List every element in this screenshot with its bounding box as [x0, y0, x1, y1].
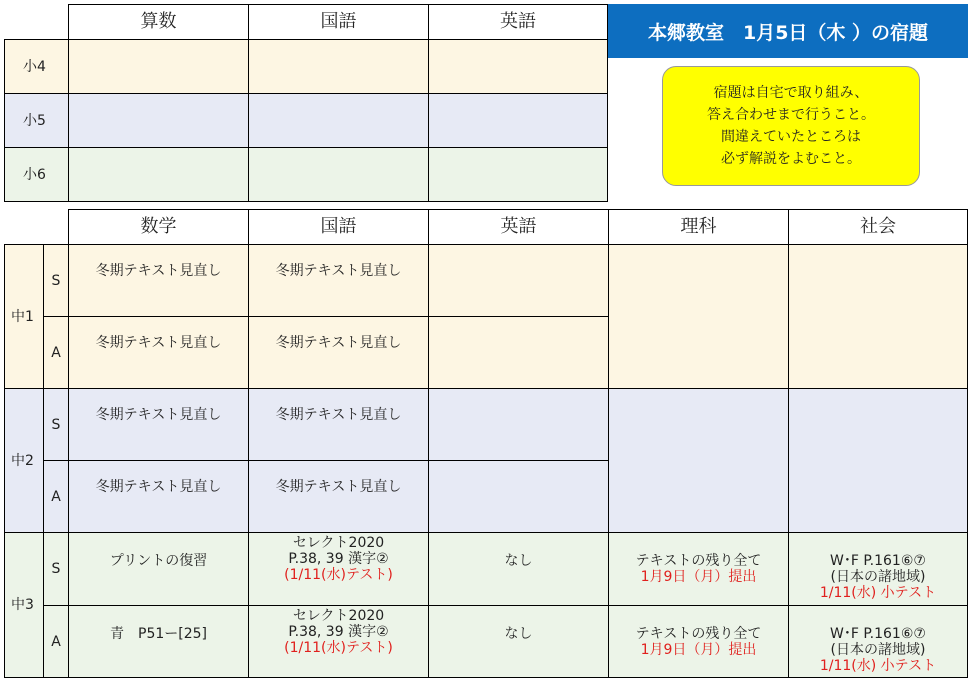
cell-sho6-sansu — [68, 147, 249, 202]
class-a: A — [43, 316, 69, 389]
cell-chu2-soc — [788, 388, 968, 533]
cell-sho5-sansu — [68, 93, 249, 148]
cell-sho6-kokugo — [248, 147, 429, 202]
cell-sho4-eigo — [428, 39, 608, 94]
cell-chu3-s-math: プリントの復習 — [68, 532, 249, 606]
cell-chu3-s-sci — [608, 532, 789, 606]
cell-chu1-s-math: 冬期テキスト見直し — [68, 244, 249, 317]
cell-chu2-a-jp: 冬期テキスト見直し — [248, 460, 429, 533]
cell-chu3-s-jp — [248, 532, 429, 606]
header-eigo: 英語 — [428, 209, 609, 245]
cell-chu2-a-en — [428, 460, 609, 533]
grade-chu1: 中1 — [4, 244, 44, 389]
grade-sho5: 小5 — [4, 93, 69, 148]
cell-chu1-a-jp: 冬期テキスト見直し — [248, 316, 429, 389]
sci-deadline: 1月9日（月）提出 — [640, 569, 757, 585]
cell-sho4-sansu — [68, 39, 249, 94]
header-sansu: 算数 — [68, 4, 249, 40]
soc-line-2: (日本の諸地域) — [830, 569, 926, 585]
soc-line-1: W･F P.161⑥⑦ — [830, 626, 926, 642]
jp-line-2: P.38, 39 漢字② — [288, 624, 389, 640]
header-eigo: 英語 — [428, 4, 608, 40]
cell-chu2-a-math: 冬期テキスト見直し — [68, 460, 249, 533]
cell-chu1-s-en — [428, 244, 609, 317]
note-line: 宿題は自宅で取り組み、 — [713, 85, 869, 101]
note-line: 答え合わせまで行うこと。 — [707, 107, 875, 123]
grade-chu2: 中2 — [4, 388, 44, 533]
cell-chu3-a-math: 青 P51ー[25] — [68, 605, 249, 678]
cell-chu2-s-jp: 冬期テキスト見直し — [248, 388, 429, 461]
cell-sho5-kokugo — [248, 93, 429, 148]
grade-sho6: 小6 — [4, 147, 69, 202]
header-sugaku: 数学 — [68, 209, 249, 245]
cell-chu2-s-en — [428, 388, 609, 461]
cell-chu1-a-math: 冬期テキスト見直し — [68, 316, 249, 389]
cell-chu1-a-en — [428, 316, 609, 389]
sci-deadline: 1月9日（月）提出 — [640, 642, 757, 658]
cell-chu2-s-math: 冬期テキスト見直し — [68, 388, 249, 461]
sci-line-1: テキストの残り全て — [635, 553, 762, 569]
cell-sho4-kokugo — [248, 39, 429, 94]
cell-chu3-s-soc — [788, 532, 968, 606]
instruction-note — [662, 66, 920, 186]
jp-line-2: P.38, 39 漢字② — [288, 551, 389, 567]
cell-chu1-soc — [788, 244, 968, 389]
jp-test-note: (1/11(水)テスト) — [284, 567, 393, 583]
class-s: S — [43, 244, 69, 317]
cell-chu3-a-soc — [788, 605, 968, 678]
class-s: S — [43, 388, 69, 461]
class-a: A — [43, 460, 69, 533]
cell-chu2-sci — [608, 388, 789, 533]
header-kokugo: 国語 — [248, 209, 429, 245]
sci-line-1: テキストの残り全て — [635, 626, 762, 642]
note-line: 必ず解説をよむこと。 — [721, 151, 861, 167]
grade-chu3: 中3 — [4, 532, 44, 678]
cell-chu3-a-jp — [248, 605, 429, 678]
class-a: A — [43, 605, 69, 678]
header-rika: 理科 — [608, 209, 789, 245]
cell-sho5-eigo — [428, 93, 608, 148]
header-shakai: 社会 — [788, 209, 968, 245]
header-kokugo: 国語 — [248, 4, 429, 40]
cell-sho6-eigo — [428, 147, 608, 202]
grade-sho4: 小4 — [4, 39, 69, 94]
soc-line-2: (日本の諸地域) — [830, 642, 926, 658]
soc-test-note: 1/11(水) 小テスト — [819, 658, 937, 674]
jp-test-note: (1/11(水)テスト) — [284, 640, 393, 656]
cell-chu3-a-sci — [608, 605, 789, 678]
jp-line-1: セレクト2020 — [292, 535, 385, 551]
cell-chu3-a-en: なし — [428, 605, 609, 678]
note-line: 間違えていたところは — [721, 129, 861, 145]
cell-chu1-sci — [608, 244, 789, 389]
jp-line-1: セレクト2020 — [292, 608, 385, 624]
page-title: 本郷教室 1月5日（木 ）の宿題 — [608, 4, 968, 58]
soc-test-note: 1/11(水) 小テスト — [819, 585, 937, 601]
cell-chu1-s-jp: 冬期テキスト見直し — [248, 244, 429, 317]
soc-line-1: W･F P.161⑥⑦ — [830, 553, 926, 569]
class-s: S — [43, 532, 69, 606]
cell-chu3-s-en: なし — [428, 532, 609, 606]
